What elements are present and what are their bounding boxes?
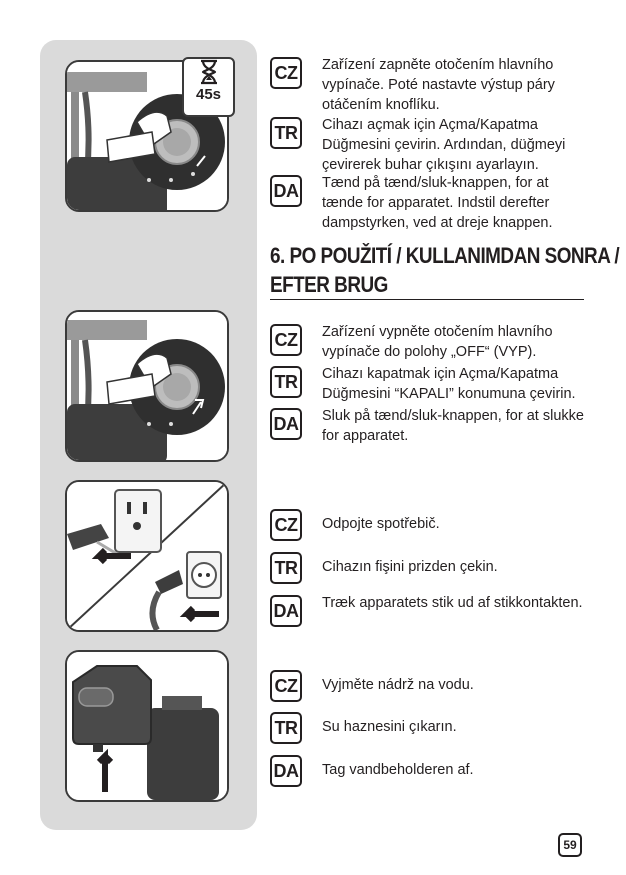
instruction-text: Zařízení zapněte otočením hlavního vypínače. Poté nastavte výstup páry otáčením knoflíku. bbox=[322, 57, 555, 113]
instruction-text: Su haznesini çıkarın. bbox=[322, 719, 457, 735]
language-badge: CZ bbox=[270, 670, 302, 702]
instruction-text: Træk apparatets stik ud af stikkontakten. bbox=[322, 595, 583, 611]
instruction-row bbox=[270, 115, 590, 175]
instruction-text: Cihazın fişini prizden çekin. bbox=[322, 559, 498, 575]
instruction-text: Cihazı açmak için Açma/Kapatma Düğmesini çevirin. Ardından, düğmeyi çevirerek buhar çıkışını ayarlayın. bbox=[322, 117, 566, 173]
language-badge: DA bbox=[270, 408, 302, 440]
instruction-row bbox=[270, 55, 590, 115]
language-badge: TR bbox=[270, 117, 302, 149]
language-badge: DA bbox=[270, 595, 302, 627]
section-heading-line2: EFTER BRUG bbox=[270, 272, 388, 297]
timer-label: 45s bbox=[195, 86, 222, 103]
instruction-row bbox=[270, 753, 590, 787]
language-badge: CZ bbox=[270, 509, 302, 541]
instruction-text: Tag vandbeholderen af. bbox=[322, 762, 474, 778]
instruction-row bbox=[270, 406, 590, 446]
illustration-unplug bbox=[65, 480, 229, 632]
instruction-row bbox=[270, 593, 590, 627]
instruction-row bbox=[270, 550, 590, 584]
timer-badge bbox=[182, 57, 235, 117]
instruction-text: Zařízení vypněte otočením hlavního vypínače do polohy „OFF“ (VYP). bbox=[322, 324, 553, 360]
instruction-text: Odpojte spotřebič. bbox=[322, 516, 440, 532]
language-badge: CZ bbox=[270, 324, 302, 356]
language-badge: TR bbox=[270, 552, 302, 584]
language-badge: DA bbox=[270, 755, 302, 787]
illustration-remove-tank bbox=[65, 650, 229, 802]
section-heading-line1: 6. PO POUŽITÍ / KULLANIMDAN SONRA / bbox=[270, 243, 620, 268]
illustration-turn-off-dial bbox=[65, 310, 229, 462]
instruction-row bbox=[270, 507, 590, 541]
heading-divider bbox=[270, 299, 584, 300]
instruction-text: Vyjměte nádrž na vodu. bbox=[322, 677, 474, 693]
instruction-row bbox=[270, 364, 590, 404]
instruction-row bbox=[270, 668, 590, 702]
language-badge: TR bbox=[270, 712, 302, 744]
language-badge: DA bbox=[270, 175, 302, 207]
instruction-row bbox=[270, 322, 590, 362]
language-badge: TR bbox=[270, 366, 302, 398]
instruction-row bbox=[270, 173, 590, 233]
instruction-text: Sluk på tænd/sluk-knappen, for at slukke for apparatet. bbox=[322, 408, 584, 444]
section-heading bbox=[270, 241, 620, 299]
instruction-text: Tænd på tænd/sluk-knappen, for at tænde for apparatet. Indstil derefter dampstyrken, ved at dreje knappen. bbox=[322, 175, 553, 231]
language-badge: CZ bbox=[270, 57, 302, 89]
instruction-text: Cihazı kapatmak için Açma/Kapatma Düğmesini “KAPALI” konumuna çevirin. bbox=[322, 366, 576, 402]
page-number: 59 bbox=[558, 833, 582, 857]
hourglass-icon bbox=[198, 59, 220, 85]
instruction-row bbox=[270, 710, 590, 744]
